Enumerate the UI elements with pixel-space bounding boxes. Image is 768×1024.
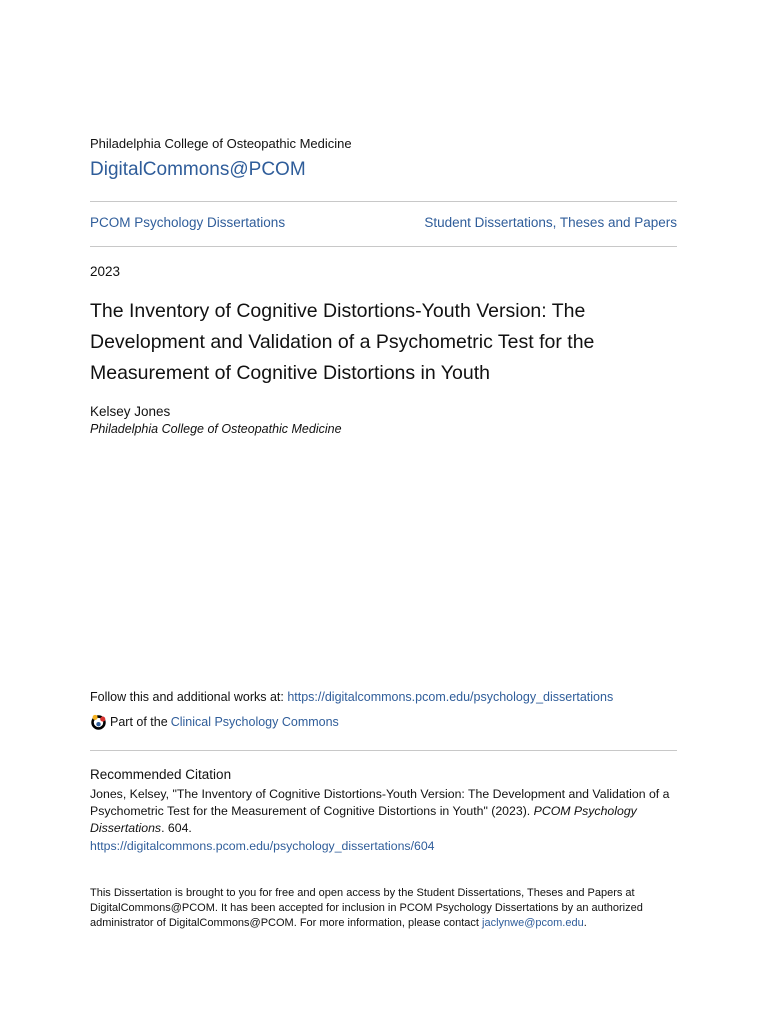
repository-link[interactable]: DigitalCommons@PCOM bbox=[90, 159, 306, 180]
contact-email-link[interactable]: jaclynwe@pcom.edu bbox=[482, 917, 584, 929]
access-notice-end: . bbox=[583, 917, 587, 929]
author-name: Kelsey Jones bbox=[90, 404, 171, 419]
citation-text bbox=[90, 786, 682, 837]
document-title: The Inventory of Cognitive Distortions-Youth Version: The Development and Validation of a Psychometric Test for the Measurement of Cognitive Distortions in Youth bbox=[90, 300, 595, 384]
divider-top bbox=[90, 201, 677, 202]
collection-link[interactable]: Student Dissertations, Theses and Papers bbox=[424, 215, 677, 230]
author-affiliation: Philadelphia College of Osteopathic Medicine bbox=[90, 422, 342, 436]
follow-label: Follow this and additional works at: bbox=[90, 690, 288, 704]
clinical-psychology-commons-link[interactable]: Clinical Psychology Commons bbox=[170, 715, 339, 729]
follow-line bbox=[90, 689, 613, 705]
citation-number: . 604. bbox=[161, 821, 192, 835]
follow-url-link[interactable]: https://digitalcommons.pcom.edu/psychology_dissertations bbox=[287, 690, 614, 704]
divider-nav bbox=[90, 246, 677, 247]
part-of-line bbox=[90, 712, 339, 732]
divider-citation bbox=[90, 750, 677, 751]
citation-url-link[interactable]: https://digitalcommons.pcom.edu/psychology_dissertations/604 bbox=[90, 839, 435, 853]
institution-name: Philadelphia College of Osteopathic Medicine bbox=[90, 136, 352, 151]
part-of-label: Part of the bbox=[110, 715, 168, 729]
series-link[interactable]: PCOM Psychology Dissertations bbox=[90, 215, 286, 230]
citation-journal: PCOM Psychology Dissertations bbox=[90, 804, 637, 835]
access-notice bbox=[90, 886, 680, 931]
citation-body: Jones, Kelsey, "The Inventory of Cognitive Distortions-Youth Version: The Development and Validation of a Psychometric Test for the Measurement of Cognitive Distortions in Youth" (2023). bbox=[90, 787, 670, 818]
access-notice-text: This Dissertation is brought to you for free and open access by the Student Dissertations, Theses and Papers at DigitalCommons@PCOM. It has been accepted for inclusion in PCOM Psychology Dissertations by an authorized administrator of DigitalCommons@PCOM. For more information, please contact bbox=[90, 887, 643, 929]
recommended-citation-heading: Recommended Citation bbox=[90, 767, 232, 782]
commons-network-icon bbox=[90, 714, 107, 731]
publication-year: 2023 bbox=[90, 264, 121, 279]
